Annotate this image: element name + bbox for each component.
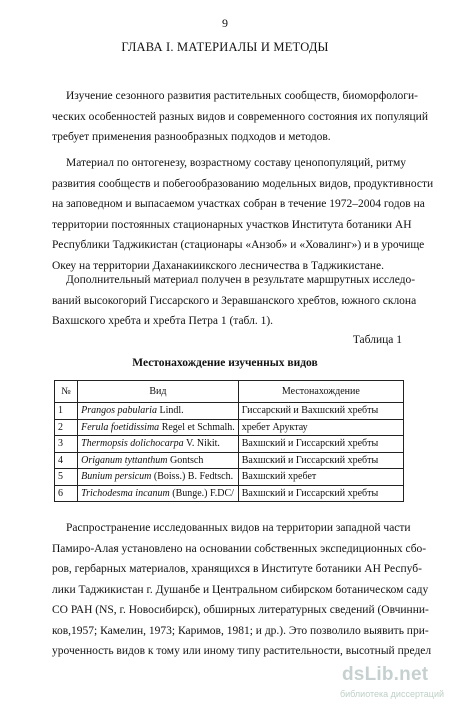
text-line: Распространение исследованных видов на территории западной части <box>66 522 411 534</box>
species-table <box>54 380 404 502</box>
watermark-logo <box>326 664 444 704</box>
table-header-row <box>55 381 404 403</box>
table-row <box>55 419 404 436</box>
species-name: Thermopsis dolichocarpa <box>81 438 184 450</box>
text-line: ческих особенностей разных видов и современного состояния их популяций <box>52 110 428 123</box>
header-location: Местонахождение <box>238 381 403 403</box>
text-line: Материал по онтогенезу, возрастному составу ценопопуляций, ритму <box>66 157 406 169</box>
table-heading: Местонахождение изученных видов <box>132 357 318 369</box>
text-line: Дополнительный материал получен в результате маршрутных исследо- <box>66 274 416 286</box>
watermark-title: dsLib.net <box>342 664 429 685</box>
species-cell <box>78 403 239 420</box>
text-line: территории постоянных стационарных участков Института ботаники АН <box>52 218 412 231</box>
paragraph-material <box>52 153 434 276</box>
text-line: развития сообществ и побегообразованию модельных видов, продуктивности <box>52 177 434 190</box>
row-number: 2 <box>55 419 78 436</box>
table-caption: Таблица 1 <box>352 334 402 346</box>
location-cell: Вахшский и Гиссарский хребты <box>238 436 403 453</box>
page-number: 9 <box>222 16 228 30</box>
species-name: Trichodesma incanum <box>81 487 170 499</box>
header-number: № <box>55 381 78 403</box>
table-row <box>55 403 404 420</box>
text-line: Республики Таджикистан (стационары «Анзоб» и «Ховалинг») и в урочище <box>52 239 425 251</box>
species-cell <box>78 419 239 436</box>
species-author: (Bunge.) F.DC/ <box>169 487 234 499</box>
location-cell: Вахшский и Гиссарский хребты <box>238 485 403 502</box>
text-line: уроченность видов к тому или иному типу растительности, высотный предел <box>52 645 432 657</box>
text-line: на заповедном и выпасаемом участках собран в течение 1972–2004 годов на <box>52 198 425 210</box>
table-row <box>55 485 404 502</box>
species-name: Origanum tyttanthum <box>81 454 168 466</box>
species-author: Regel et Schmalh. <box>159 421 235 433</box>
species-name: Ferula foetidissima <box>81 421 160 433</box>
row-number: 4 <box>55 452 78 469</box>
watermark-subtitle: библиотека диссертаций <box>339 689 444 699</box>
table-row <box>55 469 404 486</box>
paragraph-intro <box>52 86 428 148</box>
row-number: 3 <box>55 436 78 453</box>
text-line: Изучение сезонного развития растительных сообществ, биоморфологи- <box>66 90 419 102</box>
paragraph-additional <box>52 270 417 332</box>
species-cell <box>78 452 239 469</box>
text-line: лики Таджикистан г. Душанбе и Центральном сибирском ботаническом саду <box>52 583 429 596</box>
header-species: Вид <box>78 381 239 403</box>
table-row <box>55 436 404 453</box>
species-author: (Boiss.) B. Fedtsch. <box>151 471 234 483</box>
row-number: 1 <box>55 403 78 420</box>
location-cell: Вахшский хребет <box>238 469 403 486</box>
text-line: Вахшского хребта и хребта Петра 1 (табл. 1). <box>52 315 274 327</box>
location-cell: хребет Аруктау <box>238 419 403 436</box>
text-line: ков,1957; Камелин, 1973; Каримов, 1981; и др.). Это позволило выявить при- <box>52 624 429 637</box>
species-name: Bunium persicum <box>81 471 152 483</box>
species-cell <box>78 469 239 486</box>
text-line: Памиро-Алая установлено на основании собственных экспедиционных сбо- <box>52 542 427 555</box>
species-author: Lindl. <box>156 405 184 417</box>
text-line: ров, гербарных материалов, хранящихся в Институте ботаники АН Респуб- <box>52 563 422 575</box>
location-cell: Гиссарский и Вахшский хребты <box>238 403 403 420</box>
text-line: требует применения разнообразных подходов и методов. <box>52 131 331 143</box>
row-number: 5 <box>55 469 78 486</box>
species-author: V. Nikit. <box>183 438 220 450</box>
text-line: ваний высокогорий Гиссарского и Зеравшанского хребтов, южного склона <box>52 294 417 307</box>
species-author: Gontsch <box>167 454 204 466</box>
text-line: СО РАН (NS, г. Новосибирск), обширных литературных сведений (Овчинни- <box>52 604 429 616</box>
species-cell <box>78 436 239 453</box>
location-cell: Вахшский и Гиссарский хребты <box>238 452 403 469</box>
row-number: 6 <box>55 485 78 502</box>
species-cell <box>78 485 239 502</box>
chapter-title: ГЛАВА I. МАТЕРИАЛЫ И МЕТОДЫ <box>121 40 329 54</box>
table-row <box>55 452 404 469</box>
species-name: Prangos pabularia <box>81 405 157 417</box>
text-line: Океу на территории Даханакиикского лесничества в Таджикистане. <box>52 259 384 272</box>
paragraph-distribution <box>52 518 432 662</box>
